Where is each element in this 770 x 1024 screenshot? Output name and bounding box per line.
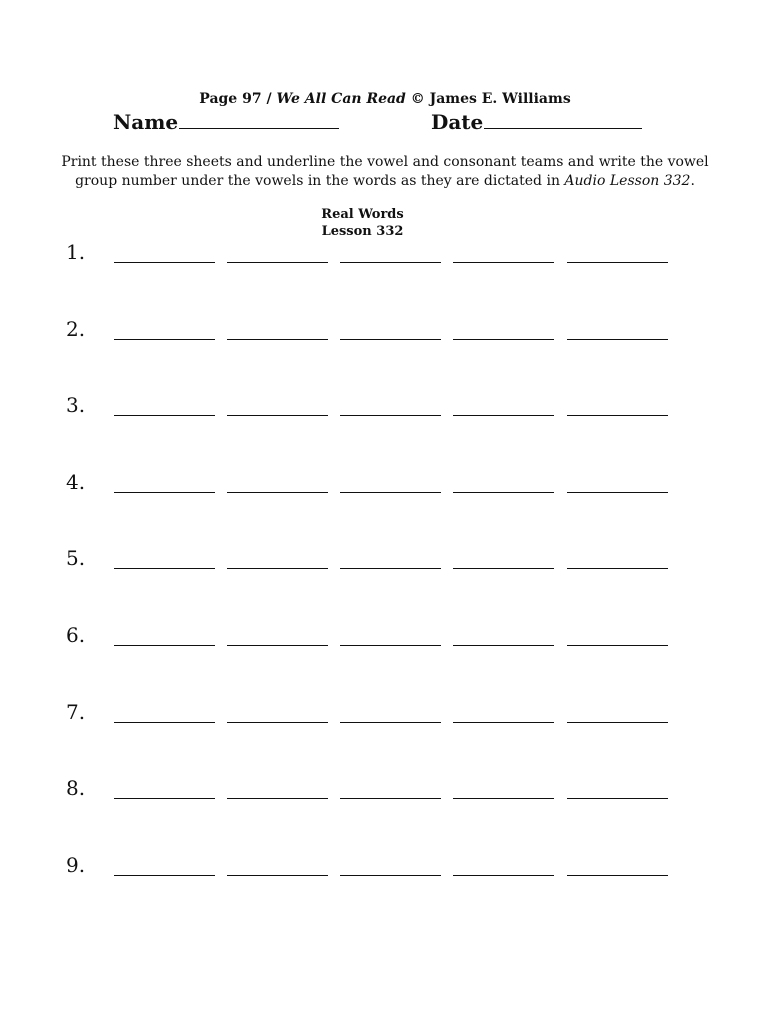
copyright-text: © James E. Williams [405, 91, 571, 107]
word-row [0, 853, 770, 883]
answer-blank[interactable] [114, 798, 215, 799]
answer-blank[interactable] [340, 798, 441, 799]
answer-blank[interactable] [340, 492, 441, 493]
answer-blank[interactable] [114, 875, 215, 876]
answer-blank[interactable] [453, 875, 554, 876]
answer-blank[interactable] [114, 568, 215, 569]
answer-blank[interactable] [340, 645, 441, 646]
answer-blank[interactable] [227, 645, 328, 646]
audio-lesson-reference: Audio Lesson 332 [564, 173, 691, 189]
word-row [0, 623, 770, 653]
answer-blank[interactable] [453, 645, 554, 646]
answer-blank[interactable] [227, 415, 328, 416]
instructions-line-2-prefix: group number under the vowels in the words as they are dictated in [75, 173, 565, 189]
answer-blank[interactable] [453, 262, 554, 263]
row-number: 2. [66, 317, 86, 341]
date-label: Date [431, 110, 484, 134]
answer-blank[interactable] [567, 339, 668, 340]
row-number: 5. [66, 546, 86, 570]
answer-blank[interactable] [567, 568, 668, 569]
answer-blank[interactable] [227, 339, 328, 340]
answer-blank[interactable] [340, 339, 441, 340]
answer-blank[interactable] [340, 568, 441, 569]
answer-blank[interactable] [114, 645, 215, 646]
word-row [0, 470, 770, 500]
answer-blank[interactable] [567, 492, 668, 493]
word-row [0, 700, 770, 730]
row-number: 4. [66, 470, 86, 494]
row-number: 8. [66, 776, 86, 800]
answer-blank[interactable] [453, 568, 554, 569]
answer-blank[interactable] [114, 339, 215, 340]
row-number: 7. [66, 700, 86, 724]
word-row [0, 240, 770, 270]
name-line[interactable] [179, 127, 339, 129]
answer-blank[interactable] [567, 415, 668, 416]
book-title: We All Can Read [276, 91, 406, 107]
page-label: Page 97 / [199, 91, 277, 107]
answer-blank[interactable] [340, 415, 441, 416]
answer-blank[interactable] [567, 262, 668, 263]
answer-blank[interactable] [567, 645, 668, 646]
word-row [0, 546, 770, 576]
answer-blank[interactable] [567, 798, 668, 799]
row-number: 9. [66, 853, 86, 877]
answer-blank[interactable] [340, 722, 441, 723]
section-title: Real Words [321, 207, 404, 222]
answer-blank[interactable] [340, 875, 441, 876]
instructions-line-1: Print these three sheets and underline the vowel and consonant teams and write the vowel [61, 154, 709, 170]
answer-blank[interactable] [227, 875, 328, 876]
answer-blank[interactable] [453, 798, 554, 799]
answer-blank[interactable] [453, 339, 554, 340]
answer-blank[interactable] [114, 262, 215, 263]
answer-blank[interactable] [227, 568, 328, 569]
word-row [0, 393, 770, 423]
row-number: 6. [66, 623, 86, 647]
date-field [431, 110, 642, 134]
section-subtitle: Lesson 332 [321, 224, 404, 239]
answer-blank[interactable] [567, 875, 668, 876]
answer-blank[interactable] [227, 262, 328, 263]
name-field [113, 110, 339, 134]
answer-blank[interactable] [340, 262, 441, 263]
answer-blank[interactable] [114, 492, 215, 493]
row-number: 3. [66, 393, 86, 417]
instructions [60, 153, 710, 191]
instructions-line-2 [60, 172, 710, 191]
word-row [0, 776, 770, 806]
answer-blank[interactable] [453, 415, 554, 416]
instructions-line-2-suffix: . [690, 173, 695, 189]
section-heading [0, 206, 725, 240]
answer-blank[interactable] [453, 492, 554, 493]
answer-blank[interactable] [114, 722, 215, 723]
name-label: Name [113, 110, 179, 134]
answer-blank[interactable] [114, 415, 215, 416]
answer-blank[interactable] [227, 798, 328, 799]
answer-blank[interactable] [227, 492, 328, 493]
row-number: 1. [66, 240, 86, 264]
date-line[interactable] [484, 127, 642, 129]
word-row [0, 317, 770, 347]
answer-blank[interactable] [567, 722, 668, 723]
answer-blank[interactable] [453, 722, 554, 723]
answer-blank[interactable] [227, 722, 328, 723]
page-header [0, 91, 770, 107]
